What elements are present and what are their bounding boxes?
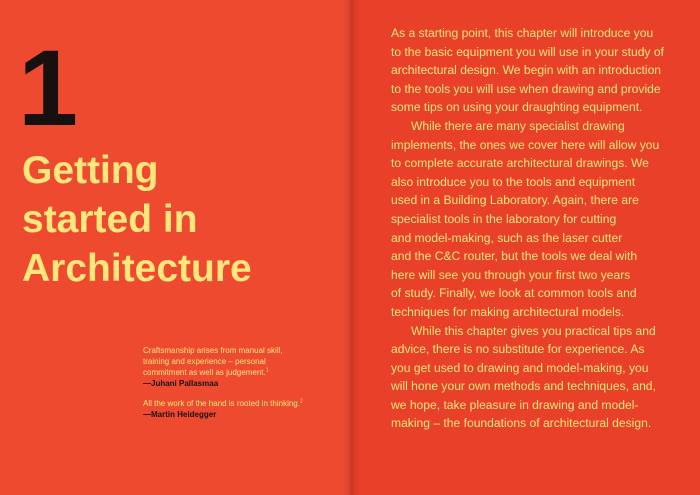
text-line: to complete accurate architectural drawings. We [391, 156, 649, 171]
chapter-title-line: started in [22, 198, 198, 241]
quote-author: —Martin Heidegger [143, 410, 217, 419]
text-line: techniques for making architectural models. [391, 304, 625, 319]
text-line: and model-making, such as the laser cutter [391, 230, 623, 245]
text-line: will hone your own methods and techniques, and, [391, 379, 656, 394]
paragraph [391, 117, 691, 322]
text-line: some tips on using your draughting equipment. [391, 100, 643, 115]
text-line: advice, there is no substitute for experience. As [391, 342, 645, 357]
text-line: While there are many specialist drawing [411, 118, 625, 133]
text-line: here will see you through your first two years [391, 267, 631, 282]
epigraph-quotes [143, 345, 318, 429]
book-gutter [343, 0, 361, 495]
chapter-intro-text [391, 24, 691, 433]
text-line: we hope, take pleasure in drawing and model- [391, 397, 639, 412]
paragraph [391, 322, 691, 434]
text-line: architectural design. We begin with an introduction [391, 63, 662, 78]
chapter-title [22, 146, 322, 293]
text-line: to the basic equipment you will use in your study of [391, 44, 664, 59]
chapter-number: 1 [18, 27, 77, 148]
quote-line: training and experience – personal [143, 357, 266, 366]
footnote-ref: 2 [299, 398, 303, 405]
quote-author: —Juhani Pallasmaa [143, 379, 219, 388]
text-line: As a starting point, this chapter will introduce you [391, 26, 654, 40]
text-line: used in a Building Laboratory. Again, there are [391, 193, 639, 208]
quote-line: commitment as well as judgement. [143, 368, 266, 377]
text-line: you get used to drawing and model-making, you [391, 360, 649, 375]
quote-text [143, 345, 318, 378]
paragraph [391, 24, 691, 117]
text-line: of study. Finally, we look at common tools and [391, 286, 637, 301]
footnote-ref: 1 [265, 367, 269, 374]
text-line: and the C&C router, but the tools we deal with [391, 249, 638, 264]
text-line: While this chapter gives you practical tips and [411, 323, 656, 338]
quote-line: Craftsmanship arises from manual skill, [143, 346, 283, 355]
text-line: specialist tools in the laboratory for cutting [391, 211, 617, 226]
text-line: to the tools you will use when drawing and provide [391, 81, 661, 96]
text-line: implements, the ones we cover here will allow you [391, 137, 660, 152]
chapter-title-line: Architecture [22, 247, 252, 290]
quote-text [143, 398, 318, 409]
quote-line: All the work of the hand is rooted in thinking. [143, 399, 300, 408]
chapter-title-line: Getting [22, 149, 159, 192]
text-line: also introduce you to the tools and equipment [391, 174, 636, 189]
text-line: making – the foundations of architectural design. [391, 416, 652, 431]
